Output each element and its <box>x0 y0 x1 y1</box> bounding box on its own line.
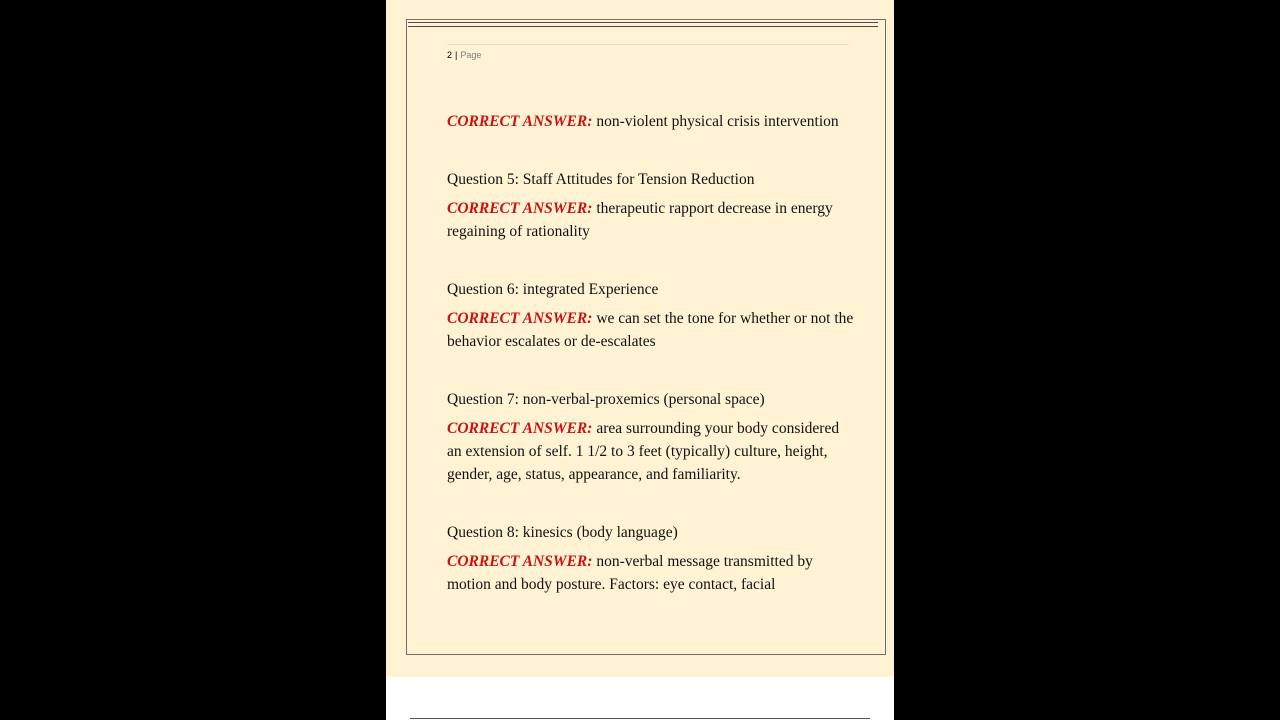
correct-answer-label: CORRECT ANSWER: <box>447 420 593 437</box>
page-header <box>447 50 481 60</box>
question-5: Question 5: Staff Attitudes for Tension Reduction <box>447 171 755 188</box>
page-word: Page <box>460 50 482 60</box>
question-8: Question 8: kinesics (body language) <box>447 524 678 541</box>
answer-text: we can set the tone for whether or not the behavior escalates or de-escalates <box>447 310 854 350</box>
answer-text: non-verbal message transmitted by motion and body posture. Factors: eye contact, facial <box>447 553 813 593</box>
answer-text: therapeutic rapport decrease in energy regaining of rationality <box>447 200 833 240</box>
correct-answer-label: CORRECT ANSWER: <box>447 310 593 327</box>
correct-answer-label: CORRECT ANSWER: <box>447 113 593 130</box>
question-6: Question 6: integrated Experience <box>447 281 659 298</box>
page-number: 2 <box>447 50 453 60</box>
correct-answer-label: CORRECT ANSWER: <box>447 553 593 570</box>
answer-5 <box>447 197 857 243</box>
header-separator: | <box>455 50 458 60</box>
next-page-rule <box>410 718 870 719</box>
correct-answer-label: CORRECT ANSWER: <box>447 200 593 217</box>
answer-text: area surrounding your body considered an extension of self. 1 1/2 to 3 feet (typically) culture, height, gender, age, status, appearance, and familiarity. <box>447 420 840 483</box>
question-7: Question 7: non-verbal-proxemics (personal space) <box>447 391 765 408</box>
answer-7 <box>447 417 857 486</box>
header-rule <box>447 44 849 45</box>
qa-content <box>447 110 857 596</box>
answer-text: non-violent physical crisis intervention <box>596 113 839 130</box>
document-page <box>386 0 894 677</box>
answer-1 <box>447 110 857 133</box>
top-double-rule <box>408 22 878 27</box>
answer-8 <box>447 550 857 596</box>
answer-6 <box>447 307 857 353</box>
next-page-top <box>386 677 894 720</box>
